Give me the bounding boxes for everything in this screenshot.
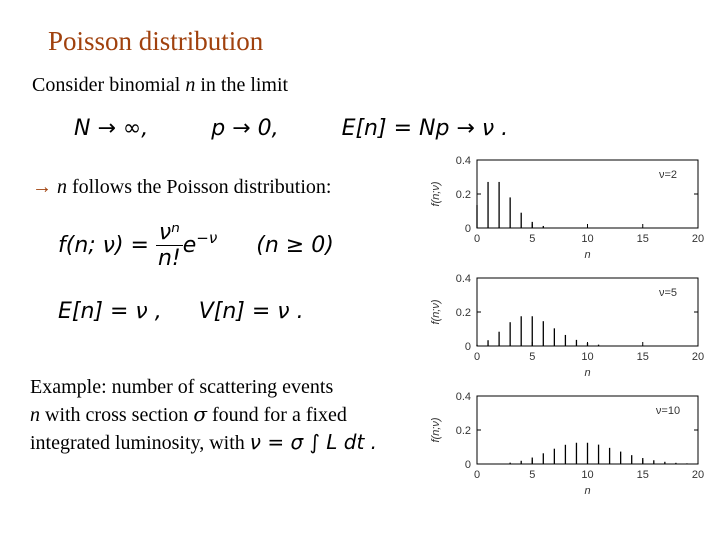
example-line-3 xyxy=(30,429,377,457)
x-tick-label: 0 xyxy=(473,469,481,481)
pdf-exp-sup: −ν xyxy=(196,229,218,248)
plot-nu-10-svg xyxy=(425,386,715,504)
example-sigma: σ xyxy=(193,402,207,426)
example-paragraph xyxy=(30,374,377,457)
x-tick-label: 10 xyxy=(581,351,594,363)
poisson-plot-nu-5 xyxy=(425,268,715,388)
example-line-2-end: found for a fixed xyxy=(206,404,347,426)
x-tick-label: 5 xyxy=(529,351,536,363)
x-tick-label: 15 xyxy=(636,233,649,245)
moments-formula xyxy=(58,299,304,324)
limit-part-1: N → ∞, xyxy=(74,116,149,141)
limit-part-2: p → 0, xyxy=(211,116,279,141)
x-tick-label: 20 xyxy=(691,469,705,481)
y-tick-label: 0.2 xyxy=(455,425,471,437)
luminosity-formula: ν = σ ∫ L dt . xyxy=(249,430,378,454)
intro-line xyxy=(32,74,288,97)
legend-label: ν=10 xyxy=(655,405,681,417)
intro-var: n xyxy=(185,74,196,96)
y-tick-label: 0.4 xyxy=(455,391,471,403)
x-tick-label: 15 xyxy=(636,351,649,363)
pdf-condition: (n ≥ 0) xyxy=(256,233,334,258)
pdf-formula xyxy=(58,220,334,271)
slide-title: Poisson distribution xyxy=(48,26,264,56)
example-var-n: n xyxy=(30,404,40,426)
poisson-intro-line xyxy=(32,176,331,199)
plot-nu-2-svg xyxy=(425,150,715,265)
y-tick-label: 0.2 xyxy=(455,189,471,201)
poisson-intro-var: n xyxy=(57,176,67,198)
y-tick-label: 0 xyxy=(464,459,471,471)
y-tick-label: 0.4 xyxy=(455,155,471,167)
x-tick-label: 10 xyxy=(581,233,594,245)
pdf-denominator: n! xyxy=(157,246,181,271)
y-tick-label: 0.2 xyxy=(455,307,471,319)
x-tick-label: 10 xyxy=(581,469,594,481)
poisson-plot-nu-10 xyxy=(425,386,715,509)
mean-formula: E[n] = ν , xyxy=(58,299,162,324)
arrow-symbol: → xyxy=(32,176,57,198)
pdf-lhs: f(n; ν) = xyxy=(58,233,149,258)
example-line-1: Example: number of scattering events xyxy=(30,376,334,398)
example-line-2-text: with cross section xyxy=(40,404,194,426)
y-tick-label: 0 xyxy=(464,223,471,235)
x-tick-label: 20 xyxy=(691,233,705,245)
x-axis-label: n xyxy=(584,485,591,497)
y-axis-label: f(n;ν) xyxy=(430,417,442,443)
x-tick-label: 20 xyxy=(691,351,705,363)
intro-text-before: Consider binomial xyxy=(32,74,186,96)
plot-nu-5-svg xyxy=(425,268,715,383)
x-tick-label: 15 xyxy=(636,469,649,481)
x-tick-label: 0 xyxy=(473,233,481,245)
legend-label: ν=5 xyxy=(658,287,678,299)
variance-formula: V[n] = ν . xyxy=(198,299,304,324)
example-line-2 xyxy=(30,401,377,429)
poisson-plot-nu-2 xyxy=(425,150,715,270)
example-line-3-text: integrated luminosity, with xyxy=(30,432,250,454)
limit-formula xyxy=(74,116,508,141)
limit-part-3: E[n] = Np → ν . xyxy=(341,116,509,141)
pdf-exp: e xyxy=(182,233,197,258)
x-axis-label: n xyxy=(584,367,591,379)
legend-label: ν=2 xyxy=(658,169,678,181)
y-tick-label: 0.4 xyxy=(455,273,471,285)
pdf-fraction xyxy=(156,220,183,271)
y-axis-label: f(n;ν) xyxy=(430,181,442,207)
pdf-numerator: νⁿ xyxy=(156,220,183,246)
x-tick-label: 5 xyxy=(529,233,536,245)
poisson-intro-text: follows the Poisson distribution: xyxy=(67,176,332,198)
intro-text-after: in the limit xyxy=(195,74,289,96)
x-tick-label: 0 xyxy=(473,351,481,363)
y-tick-label: 0 xyxy=(464,341,471,353)
y-axis-label: f(n;ν) xyxy=(430,299,442,325)
x-axis-label: n xyxy=(584,249,591,261)
x-tick-label: 5 xyxy=(529,469,536,481)
